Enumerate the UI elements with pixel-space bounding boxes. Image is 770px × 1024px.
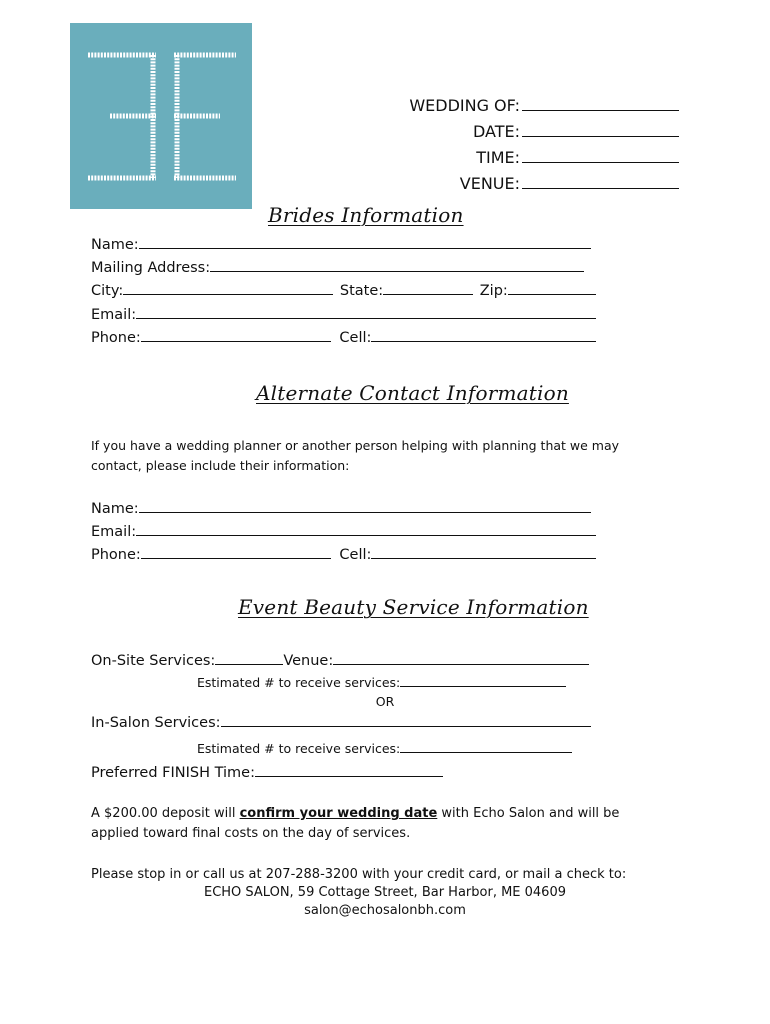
venue-label: VENUE: bbox=[459, 174, 520, 193]
time-field[interactable] bbox=[476, 145, 679, 171]
echo-e-logo-icon bbox=[70, 23, 252, 209]
time-label: TIME: bbox=[476, 148, 520, 167]
bride-name-label: Name: bbox=[91, 237, 139, 253]
bride-mailing-label: Mailing Address: bbox=[91, 260, 211, 276]
bride-phone-line[interactable] bbox=[141, 329, 331, 342]
time-line[interactable] bbox=[522, 147, 679, 163]
bride-state-label: State: bbox=[339, 283, 384, 299]
bride-city-line[interactable] bbox=[123, 282, 333, 295]
date-field[interactable] bbox=[473, 119, 679, 145]
salon-address: ECHO SALON, 59 Cottage Street, Bar Harbor, ME 04609 bbox=[203, 885, 566, 900]
alt-email-label: Email: bbox=[91, 524, 137, 540]
alt-name-row[interactable] bbox=[91, 500, 591, 518]
alt-phone-label: Phone: bbox=[91, 547, 141, 563]
deposit-line-2: applied toward final costs on the day of services. bbox=[91, 826, 411, 841]
wedding-of-line[interactable] bbox=[522, 95, 679, 111]
alt-cell-label: Cell: bbox=[339, 547, 372, 563]
insalon-services-label: In-Salon Services: bbox=[91, 715, 221, 731]
alternate-intro bbox=[91, 436, 691, 476]
estimated-insalon-line[interactable] bbox=[400, 742, 572, 753]
estimated-onsite-line[interactable] bbox=[400, 676, 566, 687]
bride-cell-line[interactable] bbox=[371, 329, 596, 342]
bride-email-row[interactable] bbox=[91, 306, 596, 324]
finish-time-label: Preferred FINISH Time: bbox=[91, 765, 255, 781]
alt-email-row[interactable] bbox=[91, 523, 596, 541]
bride-cell-label: Cell: bbox=[339, 330, 372, 346]
alt-email-line[interactable] bbox=[136, 523, 596, 536]
bride-zip-line[interactable] bbox=[508, 282, 596, 295]
bride-email-line[interactable] bbox=[136, 306, 596, 319]
salon-logo bbox=[70, 23, 252, 209]
alt-name-label: Name: bbox=[91, 501, 139, 517]
bride-email-label: Email: bbox=[91, 307, 137, 323]
estimated-onsite-row[interactable] bbox=[197, 675, 566, 690]
bride-phone-label: Phone: bbox=[91, 330, 141, 346]
onsite-services-row[interactable] bbox=[91, 652, 589, 670]
contact-instructions: Please stop in or call us at 207-288-3200 with your credit card, or mail a check to: bbox=[91, 867, 627, 882]
estimated-insalon-row[interactable] bbox=[197, 741, 572, 756]
onsite-services-label: On-Site Services: bbox=[91, 653, 216, 669]
bride-zip-label: Zip: bbox=[479, 283, 508, 299]
deposit-suffix: with Echo Salon and will be bbox=[437, 806, 620, 821]
wedding-of-field[interactable] bbox=[409, 93, 679, 119]
deposit-paragraph bbox=[91, 804, 691, 844]
insalon-services-line[interactable] bbox=[221, 714, 591, 727]
venue-line[interactable] bbox=[522, 173, 679, 189]
event-service-heading: Event Beauty Service Information bbox=[238, 595, 589, 619]
alt-phone-row[interactable] bbox=[91, 546, 596, 564]
date-label: DATE: bbox=[472, 122, 520, 141]
bride-city-row[interactable] bbox=[91, 282, 596, 300]
bride-name-row[interactable] bbox=[91, 236, 591, 254]
bride-state-line[interactable] bbox=[383, 282, 473, 295]
finish-time-line[interactable] bbox=[255, 764, 443, 777]
onsite-services-line[interactable] bbox=[215, 652, 283, 665]
alt-name-line[interactable] bbox=[139, 500, 591, 513]
finish-time-row[interactable] bbox=[91, 764, 443, 782]
alt-phone-line[interactable] bbox=[141, 546, 331, 559]
bride-phone-row[interactable] bbox=[91, 329, 596, 347]
estimated-insalon-label: Estimated # to receive services: bbox=[197, 741, 401, 756]
deposit-emphasis: confirm your wedding date bbox=[239, 806, 438, 821]
date-line[interactable] bbox=[522, 121, 679, 137]
wedding-of-label: WEDDING OF: bbox=[409, 96, 520, 115]
venue-field[interactable] bbox=[460, 171, 679, 197]
alternate-contact-heading: Alternate Contact Information bbox=[256, 381, 569, 405]
salon-email[interactable]: salon@echosalonbh.com bbox=[304, 903, 466, 918]
alternate-intro-line-2: contact, please include their information: bbox=[91, 458, 350, 473]
or-text: OR bbox=[375, 694, 395, 709]
estimated-onsite-label: Estimated # to receive services: bbox=[197, 675, 401, 690]
bride-mailing-row[interactable] bbox=[91, 259, 584, 277]
onsite-venue-line[interactable] bbox=[333, 652, 589, 665]
bride-city-label: City: bbox=[91, 283, 124, 299]
alt-cell-line[interactable] bbox=[371, 546, 596, 559]
bride-mailing-line[interactable] bbox=[210, 259, 584, 272]
insalon-services-row[interactable] bbox=[91, 714, 591, 732]
alternate-intro-line-1: If you have a wedding planner or another person helping with planning that we may bbox=[91, 438, 620, 453]
brides-info-heading: Brides Information bbox=[268, 203, 464, 227]
deposit-line-1 bbox=[91, 804, 691, 824]
deposit-prefix: A $200.00 deposit will bbox=[91, 806, 240, 821]
bride-name-line[interactable] bbox=[139, 236, 591, 249]
onsite-venue-label: Venue: bbox=[283, 653, 334, 669]
